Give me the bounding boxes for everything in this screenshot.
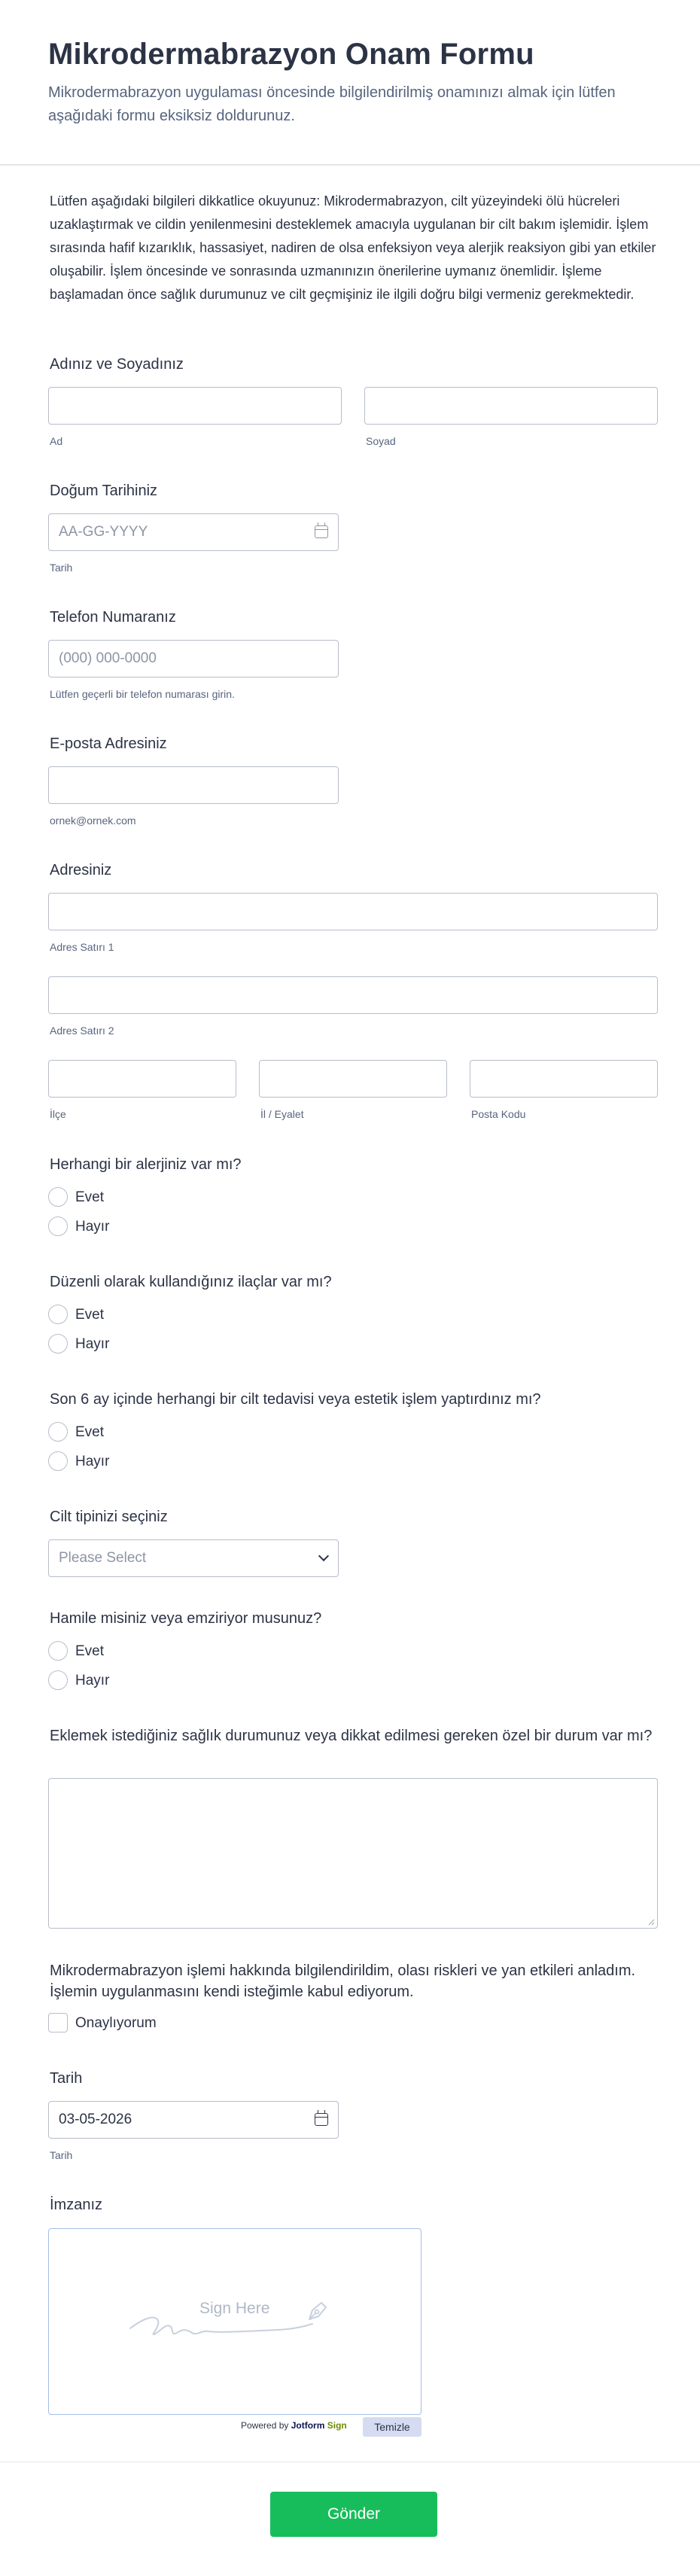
submit-button[interactable]: Gönder xyxy=(270,2492,437,2537)
skin-type-select[interactable] xyxy=(48,1539,339,1577)
state-sublabel: İl / Eyalet xyxy=(260,1108,304,1120)
first-name-input[interactable] xyxy=(48,387,342,425)
birth-date-sublabel: Tarih xyxy=(50,562,73,574)
sign-here-text: Sign Here xyxy=(199,2300,270,2317)
email-input[interactable] xyxy=(48,766,339,804)
allergy-yes-label[interactable]: Evet xyxy=(75,1189,105,1205)
email-label: E-posta Adresiniz xyxy=(50,735,167,752)
powered-by-prefix: Powered by xyxy=(241,2420,289,2431)
pregnant-yes-radio[interactable] xyxy=(48,1641,68,1661)
powered-by-text xyxy=(241,2420,347,2431)
medications-yes-label[interactable]: Evet xyxy=(75,1307,105,1323)
city-sublabel: İlçe xyxy=(50,1108,66,1120)
notes-textarea[interactable] xyxy=(48,1778,658,1929)
allergy-no-radio[interactable] xyxy=(48,1216,68,1236)
phone-placeholder: (000) 000-0000 xyxy=(59,650,157,666)
medications-label: Düzenli olarak kullandığınız ilaçlar var mı? xyxy=(50,1274,332,1290)
address-label: Adresiniz xyxy=(50,862,112,878)
birth-date-input[interactable] xyxy=(48,513,339,551)
chevron-down-icon xyxy=(318,1551,329,1561)
pregnant-no-radio[interactable] xyxy=(48,1670,68,1690)
pregnant-no-label[interactable]: Hayır xyxy=(75,1673,110,1688)
powered-by-jotform: Jotform xyxy=(291,2420,325,2431)
pregnant-label: Hamile misiniz veya emziriyor musunuz? xyxy=(50,1610,322,1627)
last-name-sublabel: Soyad xyxy=(366,435,396,447)
notes-label: Eklemek istediğiniz sağlık durumunuz veya dikkat edilmesi gereken özel bir durum var mı? xyxy=(50,1728,653,1744)
medications-no-label[interactable]: Hayır xyxy=(75,1336,110,1352)
intro-text: Lütfen aşağıdaki bilgileri dikkatlice okuyunuz: Mikrodermabrazyon, cilt yüzeyindeki ölü hücreleri uzaklaştırmak ve cildin yenilenmesini desteklemek amacıyla uygulanan bir cilt bakım işlemidir. İşlem sırasında hafif kızarıklık, hassasiyet, nadiren de olsa enfeksiyon veya alerjik reaksiyon gibi yan etkiler oluşabilir. İşlem öncesinde ve sonrasında uzmanınızın önerilerine uymanız önemlidir. İşleme başlamadan önce sağlık durumunuz ve cilt geçmişiniz ile ilgili doğru bilgi vermeniz gerekmektedir. xyxy=(50,193,656,302)
form-header xyxy=(0,0,700,166)
birth-date-placeholder: AA-GG-YYYY xyxy=(59,524,148,540)
birth-date-label: Doğum Tarihiniz xyxy=(50,483,158,499)
zip-sublabel: Posta Kodu xyxy=(471,1108,526,1120)
calendar-icon[interactable] xyxy=(315,2113,328,2126)
date-value: 03-05-2026 xyxy=(59,2112,132,2127)
consent-checkbox-label[interactable]: Onaylıyorum xyxy=(75,2015,157,2031)
consent-label: Mikrodermabrazyon işlemi hakkında bilgilendirildim, olası riskleri ve yan etkileri anladım. İşlemin uygulanmasını kendi isteğimle kabul ediyorum. xyxy=(50,1962,636,2000)
calendar-icon[interactable] xyxy=(315,525,328,538)
treatment-label: Son 6 ay içinde herhangi bir cilt tedavisi veya estetik işlem yaptırdınız mı? xyxy=(50,1391,541,1408)
medications-yes-radio[interactable] xyxy=(48,1305,68,1324)
skin-type-placeholder: Please Select xyxy=(59,1550,147,1566)
signature-label: İmzanız xyxy=(50,2197,103,2213)
consent-checkbox[interactable] xyxy=(48,2013,68,2032)
skin-type-label: Cilt tipinizi seçiniz xyxy=(50,1509,168,1525)
address-line2-sublabel: Adres Satırı 2 xyxy=(50,1025,114,1037)
treatment-yes-label[interactable]: Evet xyxy=(75,1424,105,1440)
phone-input[interactable] xyxy=(48,640,339,677)
zip-input[interactable] xyxy=(470,1060,658,1098)
phone-label: Telefon Numaranız xyxy=(50,609,176,626)
address-line2-input[interactable] xyxy=(48,976,658,1014)
medications-no-radio[interactable] xyxy=(48,1334,68,1353)
pen-nib-icon xyxy=(302,2297,332,2327)
pregnant-yes-label[interactable]: Evet xyxy=(75,1643,105,1659)
address-line1-input[interactable] xyxy=(48,893,658,930)
city-input[interactable] xyxy=(48,1060,236,1098)
date-sublabel: Tarih xyxy=(50,2149,73,2161)
date-label: Tarih xyxy=(50,2070,83,2087)
signature-pad[interactable] xyxy=(48,2228,422,2415)
form-subtitle: Mikrodermabrazyon uygulaması öncesinde bilgilendirilmiş onamınızı almak için lütfen aşağıdaki formu eksiksiz doldurunuz. xyxy=(48,84,616,124)
state-input[interactable] xyxy=(259,1060,447,1098)
last-name-input[interactable] xyxy=(364,387,658,425)
first-name-sublabel: Ad xyxy=(50,435,63,447)
treatment-yes-radio[interactable] xyxy=(48,1422,68,1442)
resize-handle-icon[interactable] xyxy=(647,1918,655,1926)
phone-sublabel: Lütfen geçerli bir telefon numarası girin. xyxy=(50,688,235,700)
date-input[interactable] xyxy=(48,2101,339,2139)
allergy-no-label[interactable]: Hayır xyxy=(75,1219,110,1235)
allergy-yes-radio[interactable] xyxy=(48,1187,68,1207)
allergy-label: Herhangi bir alerjiniz var mı? xyxy=(50,1156,242,1173)
treatment-no-radio[interactable] xyxy=(48,1451,68,1471)
email-sublabel: ornek@ornek.com xyxy=(50,815,136,827)
treatment-no-label[interactable]: Hayır xyxy=(75,1454,110,1469)
clear-signature-button[interactable]: Temizle xyxy=(363,2417,422,2437)
address-line1-sublabel: Adres Satırı 1 xyxy=(50,941,114,953)
name-label: Adınız ve Soyadınız xyxy=(50,356,184,373)
powered-by-sign: Sign xyxy=(327,2420,347,2431)
form-title: Mikrodermabrazyon Onam Formu xyxy=(48,38,534,71)
